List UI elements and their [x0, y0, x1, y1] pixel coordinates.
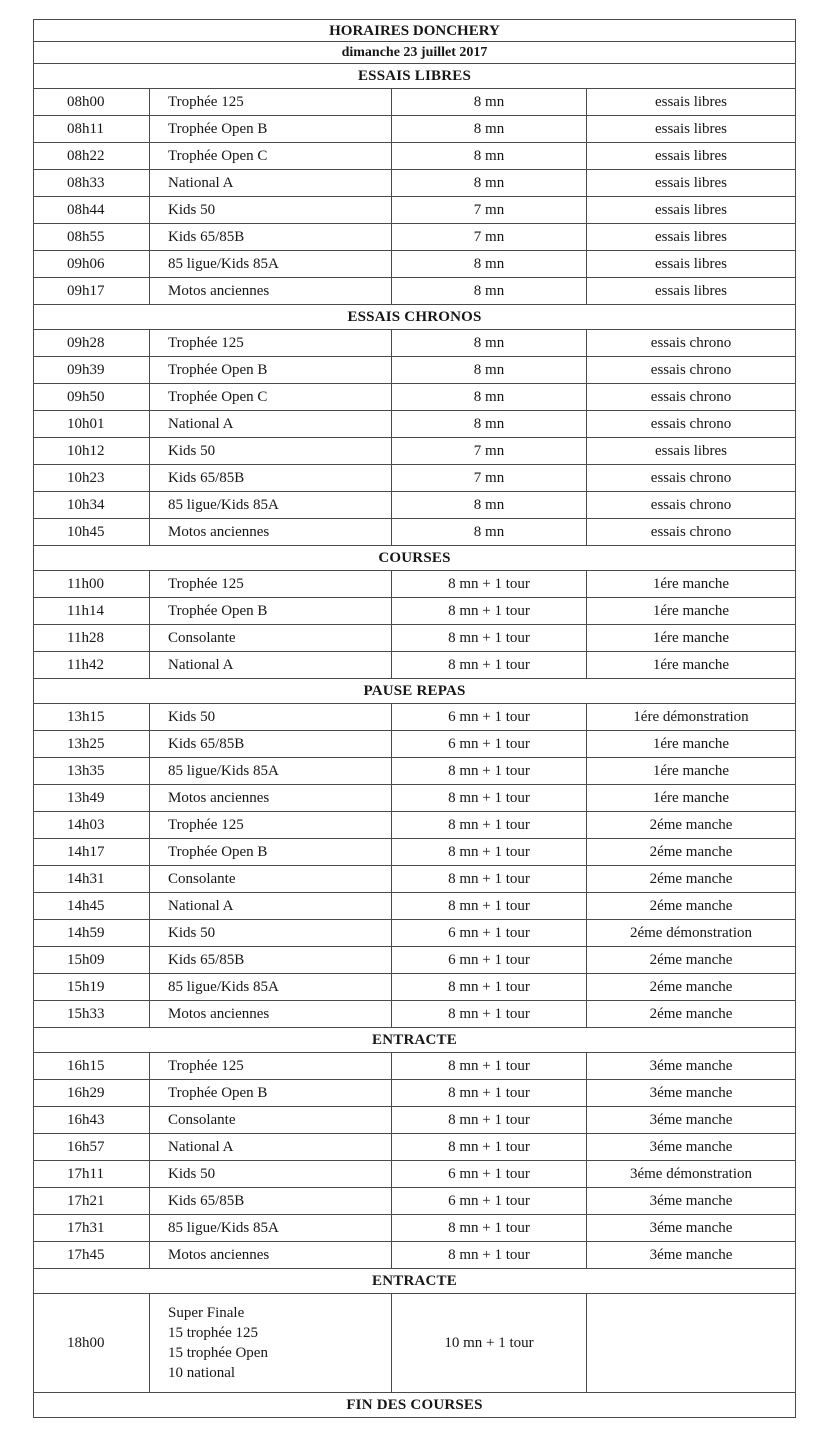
time-cell: 08h11: [34, 116, 150, 143]
category-cell: Kids 50: [150, 197, 392, 224]
category-cell: National A: [150, 411, 392, 438]
time-cell: 14h45: [34, 893, 150, 920]
time-cell: 16h43: [34, 1107, 150, 1134]
duration-cell: 8 mn: [392, 330, 587, 357]
time-cell: 09h17: [34, 278, 150, 305]
schedule-row: [34, 704, 796, 731]
session-cell: essais chrono: [587, 330, 796, 357]
schedule-row: [34, 465, 796, 492]
schedule-row: [34, 625, 796, 652]
duration-cell: 6 mn + 1 tour: [392, 920, 587, 947]
schedule-row: [34, 411, 796, 438]
session-cell: essais libres: [587, 251, 796, 278]
duration-cell: 8 mn: [392, 357, 587, 384]
duration-cell: 8 mn + 1 tour: [392, 1107, 587, 1134]
category-cell: Kids 65/85B: [150, 224, 392, 251]
section-title: PAUSE REPAS: [34, 679, 796, 704]
category-cell: Consolante: [150, 866, 392, 893]
section-header-row: [34, 64, 796, 89]
schedule-row: [34, 330, 796, 357]
session-cell: essais libres: [587, 89, 796, 116]
duration-cell: 6 mn + 1 tour: [392, 704, 587, 731]
session-cell: 2éme manche: [587, 974, 796, 1001]
category-cell: Motos anciennes: [150, 278, 392, 305]
session-cell: 2éme manche: [587, 947, 796, 974]
duration-cell: 8 mn + 1 tour: [392, 1001, 587, 1028]
schedule-row: [34, 170, 796, 197]
category-cell: National A: [150, 893, 392, 920]
schedule-row: [34, 1080, 796, 1107]
category-cell: Trophée Open C: [150, 384, 392, 411]
session-cell: 3éme manche: [587, 1188, 796, 1215]
duration-cell: 10 mn + 1 tour: [392, 1294, 587, 1393]
section-title: ESSAIS LIBRES: [34, 64, 796, 89]
time-cell: 17h21: [34, 1188, 150, 1215]
duration-cell: 8 mn: [392, 492, 587, 519]
schedule-row: [34, 1107, 796, 1134]
category-cell: Trophée Open B: [150, 598, 392, 625]
category-cell: National A: [150, 1134, 392, 1161]
category-cell: Consolante: [150, 1107, 392, 1134]
page-title: HORAIRES DONCHERY: [34, 20, 796, 42]
time-cell: 15h19: [34, 974, 150, 1001]
session-cell: 2éme démonstration: [587, 920, 796, 947]
time-cell: 10h45: [34, 519, 150, 546]
time-cell: 15h33: [34, 1001, 150, 1028]
schedule-row: [34, 1242, 796, 1269]
section-header-row: [34, 1028, 796, 1053]
duration-cell: 8 mn: [392, 251, 587, 278]
time-cell: 09h50: [34, 384, 150, 411]
time-cell: 08h55: [34, 224, 150, 251]
section-header-row: [34, 305, 796, 330]
schedule-row: [34, 947, 796, 974]
category-cell: 85 ligue/Kids 85A: [150, 492, 392, 519]
duration-cell: 8 mn: [392, 116, 587, 143]
duration-cell: 8 mn + 1 tour: [392, 974, 587, 1001]
category-cell: National A: [150, 652, 392, 679]
category-cell: 85 ligue/Kids 85A: [150, 251, 392, 278]
duration-cell: 8 mn: [392, 143, 587, 170]
time-cell: 17h11: [34, 1161, 150, 1188]
duration-cell: 8 mn + 1 tour: [392, 652, 587, 679]
time-cell: 16h57: [34, 1134, 150, 1161]
session-cell: 1ére manche: [587, 652, 796, 679]
category-cell: Trophée 125: [150, 812, 392, 839]
category-cell: Trophée Open B: [150, 1080, 392, 1107]
schedule-row: [34, 974, 796, 1001]
duration-cell: 8 mn + 1 tour: [392, 839, 587, 866]
schedule-row: [34, 384, 796, 411]
time-cell: 14h31: [34, 866, 150, 893]
category-line: 15 trophée Open: [168, 1345, 268, 1361]
category-cell: Kids 50: [150, 1161, 392, 1188]
category-cell: Trophée Open C: [150, 143, 392, 170]
category-line: 15 trophée 125: [168, 1325, 258, 1341]
session-cell: 2éme manche: [587, 1001, 796, 1028]
duration-cell: 7 mn: [392, 197, 587, 224]
category-cell: Trophée Open B: [150, 357, 392, 384]
date-row: [34, 42, 796, 64]
session-cell: essais chrono: [587, 357, 796, 384]
schedule-row: [34, 1161, 796, 1188]
duration-cell: 8 mn + 1 tour: [392, 758, 587, 785]
schedule-row: [34, 278, 796, 305]
schedule-row: [34, 785, 796, 812]
schedule-table: [33, 19, 796, 1418]
section-header-row: [34, 1269, 796, 1294]
duration-cell: 8 mn: [392, 384, 587, 411]
session-cell: 1ére manche: [587, 731, 796, 758]
session-cell: 3éme manche: [587, 1053, 796, 1080]
schedule-row: [34, 143, 796, 170]
duration-cell: 8 mn + 1 tour: [392, 1134, 587, 1161]
category-cell: Trophée Open B: [150, 116, 392, 143]
category-cell: National A: [150, 170, 392, 197]
time-cell: 10h23: [34, 465, 150, 492]
time-cell: 11h14: [34, 598, 150, 625]
time-cell: 08h33: [34, 170, 150, 197]
session-cell: 1ére manche: [587, 571, 796, 598]
duration-cell: 7 mn: [392, 438, 587, 465]
category-cell: Motos anciennes: [150, 519, 392, 546]
category-cell: Kids 65/85B: [150, 731, 392, 758]
category-cell: Kids 50: [150, 438, 392, 465]
footer-title: FIN DES COURSES: [34, 1393, 796, 1418]
duration-cell: 8 mn + 1 tour: [392, 893, 587, 920]
duration-cell: 8 mn + 1 tour: [392, 1242, 587, 1269]
category-line: Super Finale: [168, 1305, 245, 1321]
schedule-row: [34, 598, 796, 625]
time-cell: 11h00: [34, 571, 150, 598]
time-cell: 10h34: [34, 492, 150, 519]
time-cell: 17h31: [34, 1215, 150, 1242]
time-cell: 09h39: [34, 357, 150, 384]
duration-cell: 8 mn + 1 tour: [392, 571, 587, 598]
schedule-row: [34, 224, 796, 251]
session-cell: 1ére manche: [587, 758, 796, 785]
duration-cell: 8 mn + 1 tour: [392, 598, 587, 625]
category-line: 10 national: [168, 1365, 236, 1381]
time-cell: 08h22: [34, 143, 150, 170]
session-cell: 3éme manche: [587, 1215, 796, 1242]
super-finale-row: [34, 1294, 796, 1393]
time-cell: 13h25: [34, 731, 150, 758]
session-cell: essais libres: [587, 116, 796, 143]
section-header-row: [34, 679, 796, 704]
time-cell: 10h01: [34, 411, 150, 438]
session-cell: essais libres: [587, 224, 796, 251]
session-cell: essais libres: [587, 197, 796, 224]
schedule-row: [34, 89, 796, 116]
duration-cell: 8 mn + 1 tour: [392, 1080, 587, 1107]
schedule-row: [34, 866, 796, 893]
time-cell: 09h06: [34, 251, 150, 278]
schedule-row: [34, 438, 796, 465]
session-cell: essais libres: [587, 438, 796, 465]
title-row: [34, 20, 796, 42]
time-cell: 11h42: [34, 652, 150, 679]
schedule-row: [34, 758, 796, 785]
section-header-row: [34, 546, 796, 571]
duration-cell: 8 mn + 1 tour: [392, 625, 587, 652]
section-title: ESSAIS CHRONOS: [34, 305, 796, 330]
duration-cell: 8 mn: [392, 278, 587, 305]
schedule-row: [34, 492, 796, 519]
schedule-row: [34, 1053, 796, 1080]
section-title: ENTRACTE: [34, 1269, 796, 1294]
time-cell: 13h35: [34, 758, 150, 785]
category-cell: Consolante: [150, 625, 392, 652]
session-cell: essais chrono: [587, 384, 796, 411]
time-cell: 16h29: [34, 1080, 150, 1107]
session-cell: 3éme manche: [587, 1080, 796, 1107]
session-cell: 2éme manche: [587, 812, 796, 839]
duration-cell: 7 mn: [392, 224, 587, 251]
duration-cell: 8 mn: [392, 170, 587, 197]
duration-cell: 8 mn + 1 tour: [392, 866, 587, 893]
schedule-row: [34, 812, 796, 839]
time-cell: 08h00: [34, 89, 150, 116]
session-cell: essais libres: [587, 143, 796, 170]
duration-cell: 6 mn + 1 tour: [392, 947, 587, 974]
time-cell: 15h09: [34, 947, 150, 974]
session-cell: essais chrono: [587, 492, 796, 519]
time-cell: 10h12: [34, 438, 150, 465]
category-cell: Kids 65/85B: [150, 947, 392, 974]
session-cell: 2éme manche: [587, 839, 796, 866]
schedule-row: [34, 1134, 796, 1161]
time-cell: 11h28: [34, 625, 150, 652]
category-cell: Motos anciennes: [150, 1242, 392, 1269]
schedule-row: [34, 731, 796, 758]
session-cell: 1ére manche: [587, 598, 796, 625]
session-cell: essais chrono: [587, 411, 796, 438]
schedule-row: [34, 197, 796, 224]
schedule-row: [34, 893, 796, 920]
session-cell: essais libres: [587, 170, 796, 197]
session-cell: 2éme manche: [587, 893, 796, 920]
session-cell: 3éme manche: [587, 1107, 796, 1134]
time-cell: 09h28: [34, 330, 150, 357]
schedule-row: [34, 652, 796, 679]
session-cell: 1ére démonstration: [587, 704, 796, 731]
session-cell: [587, 1294, 796, 1393]
session-cell: essais chrono: [587, 519, 796, 546]
session-cell: 1ére manche: [587, 785, 796, 812]
time-cell: 14h17: [34, 839, 150, 866]
category-cell: 85 ligue/Kids 85A: [150, 1215, 392, 1242]
duration-cell: 8 mn + 1 tour: [392, 1053, 587, 1080]
category-cell: Kids 50: [150, 920, 392, 947]
duration-cell: 8 mn + 1 tour: [392, 785, 587, 812]
duration-cell: 6 mn + 1 tour: [392, 731, 587, 758]
footer-row: [34, 1393, 796, 1418]
category-cell: [150, 1294, 392, 1393]
event-date: dimanche 23 juillet 2017: [34, 42, 796, 64]
schedule-row: [34, 1001, 796, 1028]
duration-cell: 7 mn: [392, 465, 587, 492]
schedule-sheet: [33, 19, 795, 1418]
category-cell: Trophée 125: [150, 1053, 392, 1080]
category-cell: 85 ligue/Kids 85A: [150, 758, 392, 785]
category-cell: Kids 50: [150, 704, 392, 731]
time-cell: 17h45: [34, 1242, 150, 1269]
schedule-row: [34, 116, 796, 143]
duration-cell: 8 mn + 1 tour: [392, 1215, 587, 1242]
category-cell: Trophée 125: [150, 89, 392, 116]
category-cell: Trophée 125: [150, 330, 392, 357]
schedule-row: [34, 571, 796, 598]
duration-cell: 8 mn + 1 tour: [392, 812, 587, 839]
schedule-row: [34, 519, 796, 546]
category-cell: Kids 65/85B: [150, 1188, 392, 1215]
session-cell: essais libres: [587, 278, 796, 305]
schedule-row: [34, 1215, 796, 1242]
session-cell: 3éme manche: [587, 1134, 796, 1161]
category-cell: 85 ligue/Kids 85A: [150, 974, 392, 1001]
session-cell: essais chrono: [587, 465, 796, 492]
session-cell: 1ére manche: [587, 625, 796, 652]
schedule-row: [34, 357, 796, 384]
duration-cell: 6 mn + 1 tour: [392, 1188, 587, 1215]
schedule-row: [34, 251, 796, 278]
schedule-row: [34, 920, 796, 947]
session-cell: 3éme démonstration: [587, 1161, 796, 1188]
duration-cell: 8 mn: [392, 411, 587, 438]
time-cell: 18h00: [34, 1294, 150, 1393]
category-cell: Trophée 125: [150, 571, 392, 598]
duration-cell: 8 mn: [392, 519, 587, 546]
schedule-row: [34, 1188, 796, 1215]
duration-cell: 6 mn + 1 tour: [392, 1161, 587, 1188]
time-cell: 14h03: [34, 812, 150, 839]
time-cell: 14h59: [34, 920, 150, 947]
category-cell: Trophée Open B: [150, 839, 392, 866]
category-cell: Motos anciennes: [150, 1001, 392, 1028]
time-cell: 13h49: [34, 785, 150, 812]
duration-cell: 8 mn: [392, 89, 587, 116]
schedule-row: [34, 839, 796, 866]
session-cell: 2éme manche: [587, 866, 796, 893]
session-cell: 3éme manche: [587, 1242, 796, 1269]
section-title: COURSES: [34, 546, 796, 571]
time-cell: 08h44: [34, 197, 150, 224]
time-cell: 13h15: [34, 704, 150, 731]
category-cell: Kids 65/85B: [150, 465, 392, 492]
category-cell: Motos anciennes: [150, 785, 392, 812]
section-title: ENTRACTE: [34, 1028, 796, 1053]
time-cell: 16h15: [34, 1053, 150, 1080]
